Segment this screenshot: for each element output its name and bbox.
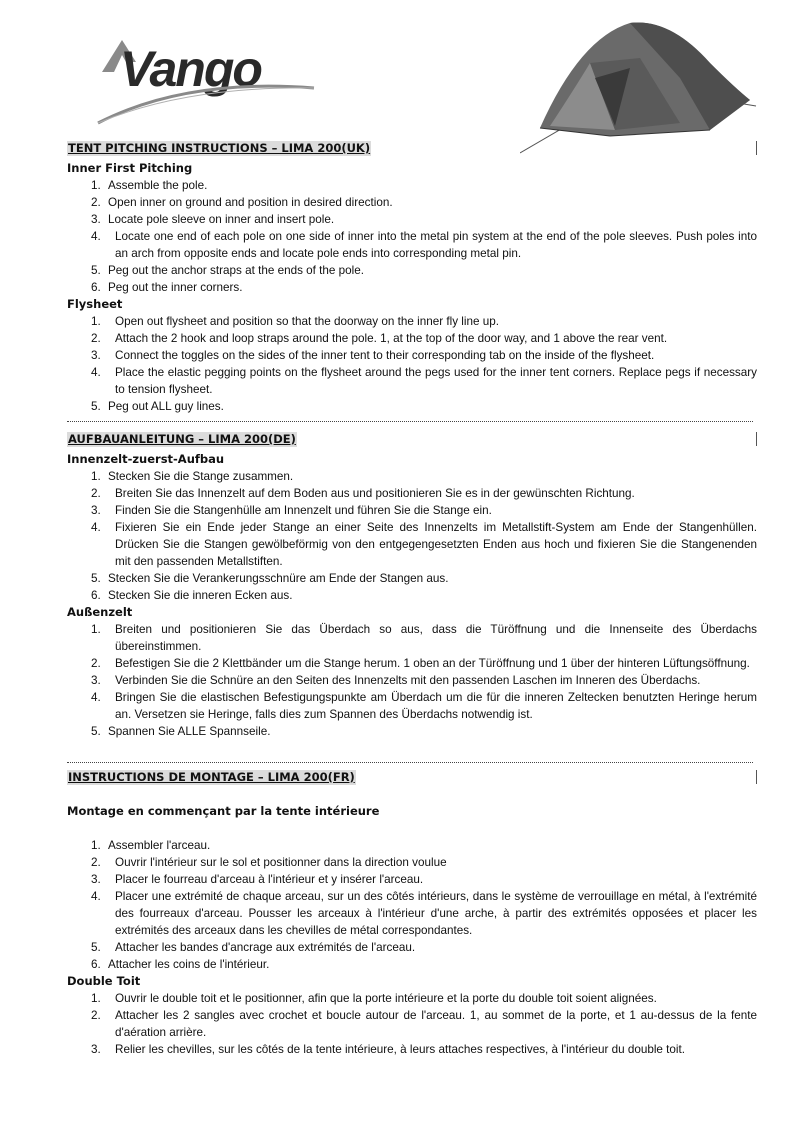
list-item: 3. Finden Sie die Stangenhülle am Innenzelt und führen Sie die Stange ein. <box>91 504 492 517</box>
list-item: 2. Attach the 2 hook and loop straps around the pole. 1, at the top of the door way, and 1 above the rear vent. <box>91 332 668 345</box>
section-fr <box>67 768 757 1058</box>
list-item: 5. Attacher les bandes d'ancrage aux extrémités de l'arceau. <box>91 941 416 954</box>
list-item: 4. Placer une extrémité de chaque arceau, sur un des côtés intérieurs, dans le système de verrouillage en métal, à l'extrémité des fourreaux d'arceau. Pousser les arceaux à l'intérieur d'une arche, à partir des extrémités opposées et placer les extrémités des arceaux dans les chevilles de métal correspondantes. <box>91 890 757 937</box>
list-item: 1. Stecken Sie die Stange zusammen. <box>91 470 294 483</box>
list-item: 3. Placer le fourreau d'arceau à l'intérieur et y insérer l'arceau. <box>91 873 424 886</box>
list-item: 2. Breiten Sie das Innenzelt auf dem Boden aus und positionieren Sie es in der gewünschten Richtung. <box>91 487 635 500</box>
heading-double-toit: Double Toit <box>67 974 141 988</box>
section-title-de: AUFBAUANLEITUNG – LIMA 200(DE) <box>68 432 296 446</box>
list-item: 5. Peg out the anchor straps at the ends of the pole. <box>91 264 365 277</box>
list-item: 2. Open inner on ground and position in desired direction. <box>91 196 393 209</box>
list-uk-inner <box>67 177 757 296</box>
divider <box>67 421 753 422</box>
list-item: 6. Stecken Sie die inneren Ecken aus. <box>91 589 293 602</box>
list-item: 1. Assemble the pole. <box>91 179 208 192</box>
heading-innenzelt: Innenzelt-zuerst-Aufbau <box>67 452 225 466</box>
list-item: 1. Assembler l'arceau. <box>91 839 211 852</box>
list-item: 3. Locate pole sleeve on inner and insert pole. <box>91 213 335 226</box>
list-item: 5. Spannen Sie ALLE Spannseile. <box>91 725 271 738</box>
list-item: 5. Stecken Sie die Verankerungsschnüre am Ende der Stangen aus. <box>91 572 449 585</box>
list-fr-inner <box>67 837 757 973</box>
section-uk <box>67 139 757 415</box>
heading-inner-first-pitching: Inner First Pitching <box>67 161 193 175</box>
list-item: 4. Bringen Sie die elastischen Befestigungspunkte am Überdach um die für die inneren Zeltecken benutzten Heringe herum an. Versetzen sie Heringe, falls dies zum Spannen des Überdachs notwendig ist. <box>91 691 757 721</box>
list-item: 6. Attacher les coins de l'intérieur. <box>91 958 270 971</box>
section-de <box>67 430 757 740</box>
list-item: 3. Connect the toggles on the sides of the inner tent to their corresponding tab on the inside of the flysheet. <box>91 349 655 362</box>
heading-montage: Montage en commençant par la tente intérieure <box>67 804 380 818</box>
vango-logo <box>96 28 326 128</box>
list-item: 1. Open out flysheet and position so that the doorway on the inner fly line up. <box>91 315 499 328</box>
list-item: 2. Ouvrir l'intérieur sur le sol et positionner dans la direction voulue <box>91 856 447 869</box>
list-item: 3. Verbinden Sie die Schnüre an den Seiten des Innenzelts mit den passenden Laschen im Inneren des Überdachs. <box>91 674 701 687</box>
divider <box>67 762 753 763</box>
list-item: 4. Place the elastic pegging points on the flysheet around the pegs used for the inner tent corners. Replace pegs if necessary to tension flysheet. <box>91 366 757 396</box>
brand-name: Vango <box>120 41 261 97</box>
list-fr-flysheet <box>67 990 757 1058</box>
list-item: 5. Peg out ALL guy lines. <box>91 400 224 413</box>
list-de-inner <box>67 468 757 604</box>
list-de-flysheet <box>67 621 757 740</box>
list-item: 2. Befestigen Sie die 2 Klettbänder um die Stange herum. 1 oben an der Türöffnung und 1 über der hinteren Lüftungsöffnung. <box>91 657 750 670</box>
tent-illustration <box>520 18 760 158</box>
list-item: 4. Locate one end of each pole on one side of inner into the metal pin system at the end of the pole sleeves. Push poles into an arch from opposite ends and locate pole ends into corresponding metal pin. <box>91 230 757 260</box>
list-item: 2. Attacher les 2 sangles avec crochet et boucle autour de l'arceau. 1, au sommet de la porte, et 1 au-dessus de la fente d'aération arrière. <box>91 1009 757 1039</box>
section-title-fr: INSTRUCTIONS DE MONTAGE – LIMA 200(FR) <box>68 770 355 784</box>
list-item: 1. Ouvrir le double toit et le positionner, afin que la porte intérieure et la porte du double toit soient alignées. <box>91 992 657 1005</box>
heading-aussenzelt: Außenzelt <box>67 605 133 619</box>
list-item: 6. Peg out the inner corners. <box>91 281 243 294</box>
list-item: 4. Fixieren Sie ein Ende jeder Stange an einer Seite des Innenzelts im Metallstift-System am Ende der Stangenhüllen. Drücken Sie die Stangen gewölbeförmig von den entgegengesetzten Enden aus hoch und fixieren Sie die Stangenenden mit den passenden Metallstiften. <box>91 521 757 568</box>
list-uk-flysheet <box>67 313 757 415</box>
heading-flysheet: Flysheet <box>67 297 123 311</box>
list-item: 3. Relier les chevilles, sur les côtés de la tente intérieure, à leurs attaches respectives, à l'intérieur du double toit. <box>91 1043 686 1056</box>
list-item: 1. Breiten und positionieren Sie das Überdach so aus, dass die Türöffnung und die Innenseite des Überdachs übereinstimmen. <box>91 623 757 653</box>
section-title-uk: TENT PITCHING INSTRUCTIONS – LIMA 200(UK) <box>68 141 371 155</box>
